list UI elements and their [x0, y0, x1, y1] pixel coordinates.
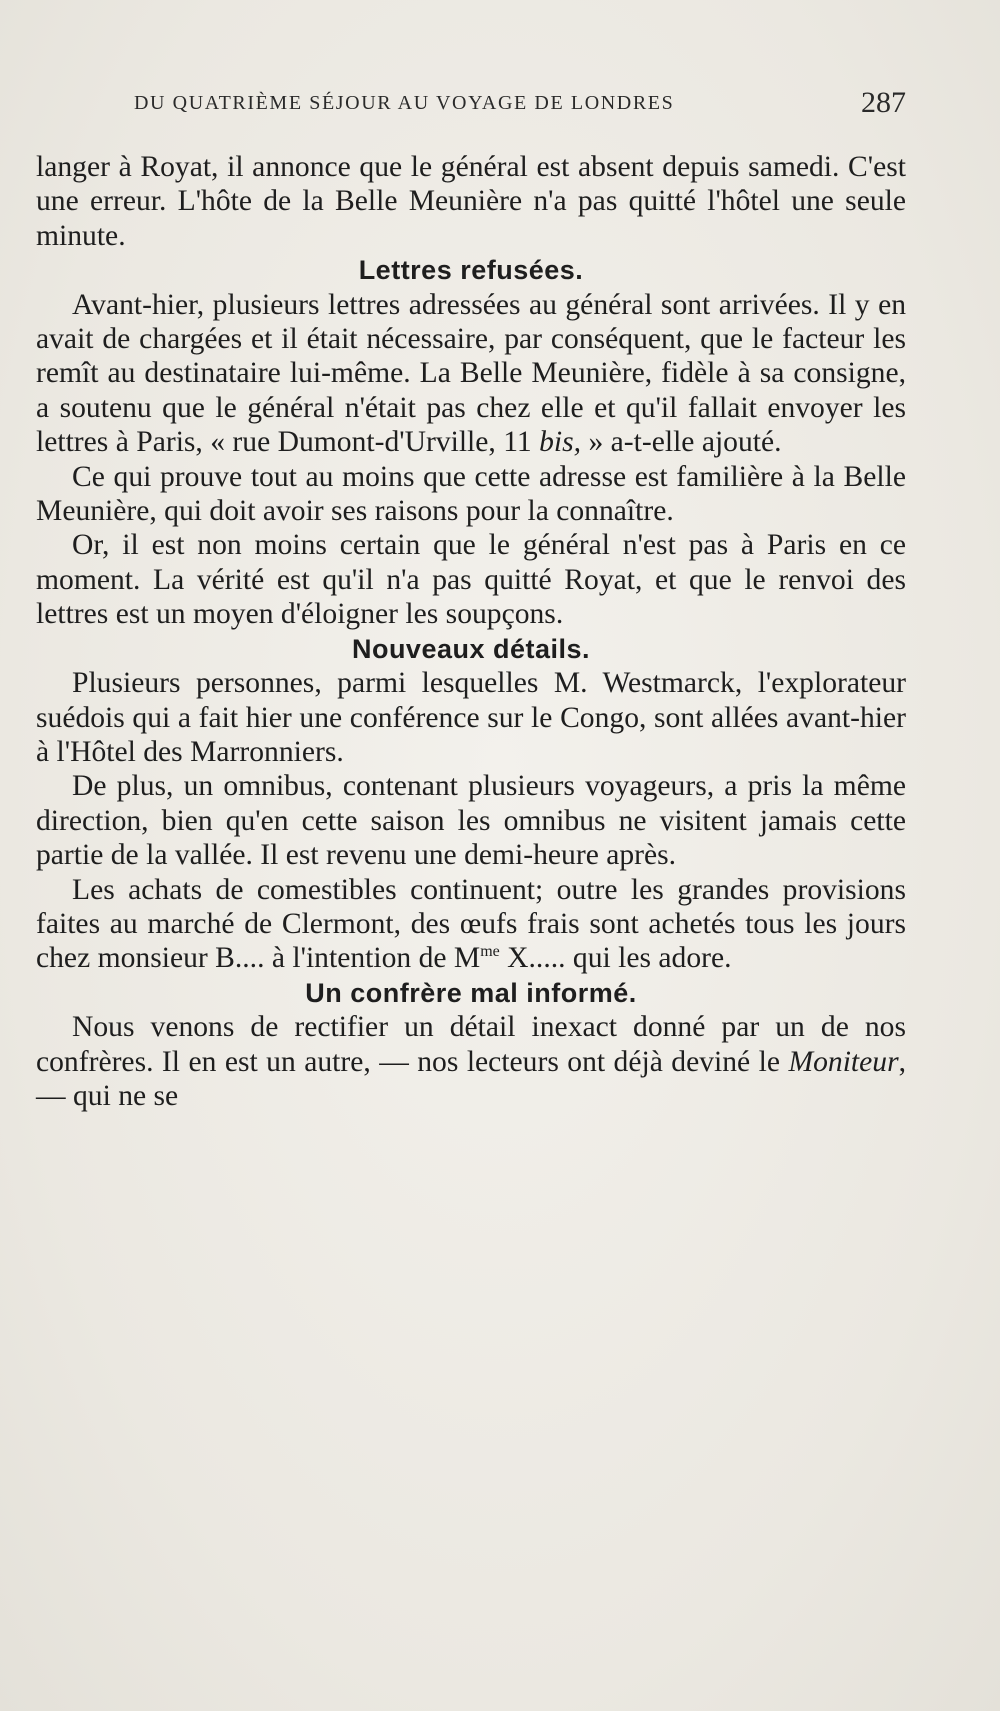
paragraph-moniteur [36, 1010, 906, 1113]
paragraph-lettres [36, 288, 906, 460]
paragraph-moniteur-text: Nous venons de rectifier un détail inexact donné par un de nos confrères. Il en est un autre, — nos lecteurs ont déjà deviné le [36, 1011, 906, 1078]
paragraph-omnibus: De plus, un omnibus, contenant plusieurs voyageurs, a pris la même direction, bien qu'en cette saison les omnibus ne visitent jamais cette partie de la vallée. Il est revenu une demi-heure après. [36, 770, 906, 872]
paragraph-westmarck: Plusieurs personnes, parmi lesquelles M. Westmarck, l'explorateur suédois qui a fait hier une conférence sur le Congo, sont allées avant-hier à l'Hôtel des Marronniers. [36, 667, 906, 768]
paragraph-moniteur-italic: Moniteur [788, 1045, 899, 1078]
page-body [36, 150, 906, 1113]
paragraph-lettres-end: » a-t-elle ajouté. [581, 426, 782, 459]
section-heading-confrere: Un confrère mal informé. [305, 977, 637, 1008]
paragraph-lettres-italic: bis, [539, 426, 582, 459]
paragraph-adresse: Ce qui prouve tout au moins que cette adresse est familière à la Belle Meunière, qui doit avoir ses raisons pour la connaître. [36, 460, 906, 528]
paragraph-achats-end: X..... qui les adore. [499, 942, 732, 975]
section-heading-lettres-refusees: Lettres refusées. [358, 255, 584, 286]
paragraph-achats-text: Les achats de comestibles continuent; outre les grandes provisions faites au marché de Clermont, des œufs frais sont achetés tous les jours chez monsieur B.... à l'intention de M [36, 873, 906, 975]
page-number: 287 [861, 86, 906, 119]
section-heading-nouveaux-details: Nouveaux détails. [351, 633, 591, 664]
running-title: DU QUATRIÈME SÉJOUR AU VOYAGE DE LONDRES [134, 92, 675, 114]
paragraph-achats-superscript: me [480, 943, 500, 961]
paragraph-moniteur-end: , — qui ne se [36, 1045, 906, 1112]
paragraph-continued: langer à Royat, il annonce que le général est absent depuis samedi. C'est une erreur. L'hôte de la Belle Meunière n'a pas quitté l'hôtel une seule minute. [36, 151, 906, 252]
paragraph-lettres-text: Avant-hier, plusieurs lettres adressées au général sont arrivées. Il y en avait de chargées et il était nécessaire, par conséquent, que le facteur les remît au destinataire lui-même. La Belle Meunière, fidèle à sa consigne, a soutenu que le général n'était pas chez elle et qu'il fallait envoyer les lettres à Paris, « rue Dumont-d'Urville, 11 [36, 288, 906, 459]
paragraph-paris: Or, il est non moins certain que le général n'est pas à Paris en ce moment. La vérité est qu'il n'a pas quitté Royat, et que le renvoi des lettres est un moyen d'éloigner les soupçons. [36, 529, 906, 631]
paragraph-achats [36, 873, 906, 976]
running-header [134, 86, 906, 119]
